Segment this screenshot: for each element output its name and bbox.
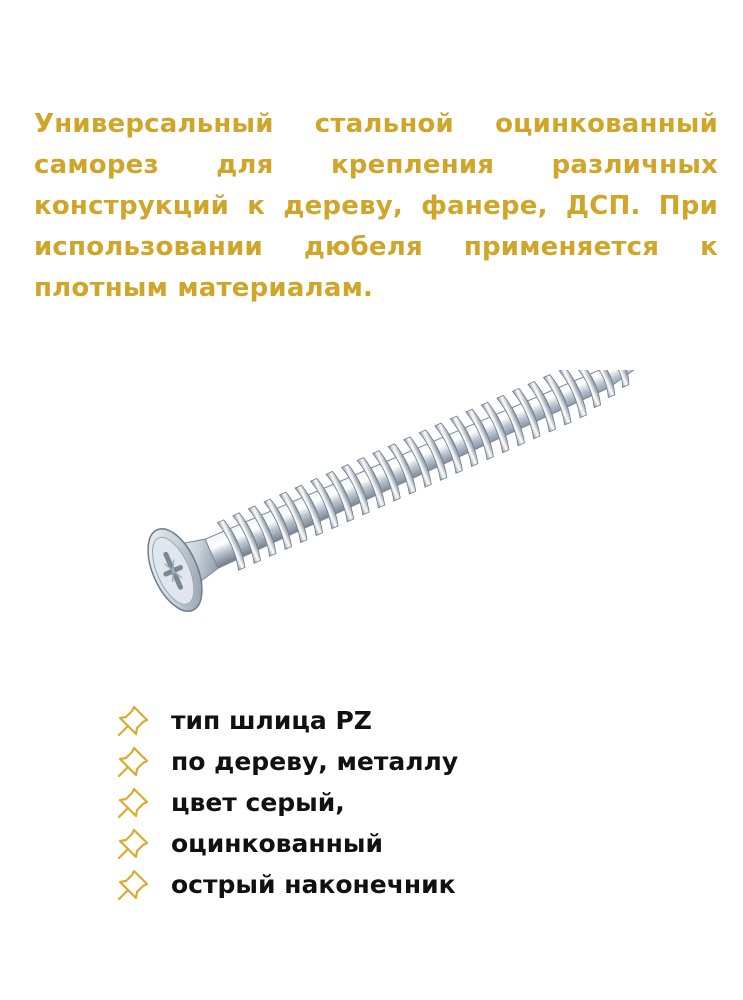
feature-list xyxy=(115,700,458,905)
list-item xyxy=(115,782,458,823)
list-item xyxy=(115,741,458,782)
feature-text: оцинкованный xyxy=(171,829,383,858)
list-item xyxy=(115,823,458,864)
pushpin-icon xyxy=(115,785,151,821)
feature-text: тип шлица PZ xyxy=(171,706,372,735)
pushpin-icon xyxy=(115,867,151,903)
list-item xyxy=(115,864,458,905)
feature-text: цвет серый, xyxy=(171,788,345,817)
product-description: Универсальный стальной оцинкованный саморез для крепления различных конструкций к дереву, фанере, ДСП. При использовании дюбеля применяется к плотным материалам. xyxy=(34,109,718,303)
feature-text: острый наконечник xyxy=(171,870,456,899)
pushpin-icon xyxy=(115,826,151,862)
pushpin-icon xyxy=(115,703,151,739)
list-item xyxy=(115,700,458,741)
pushpin-icon xyxy=(115,744,151,780)
feature-text: по дереву, металлу xyxy=(171,747,459,776)
screw-image xyxy=(80,370,680,670)
